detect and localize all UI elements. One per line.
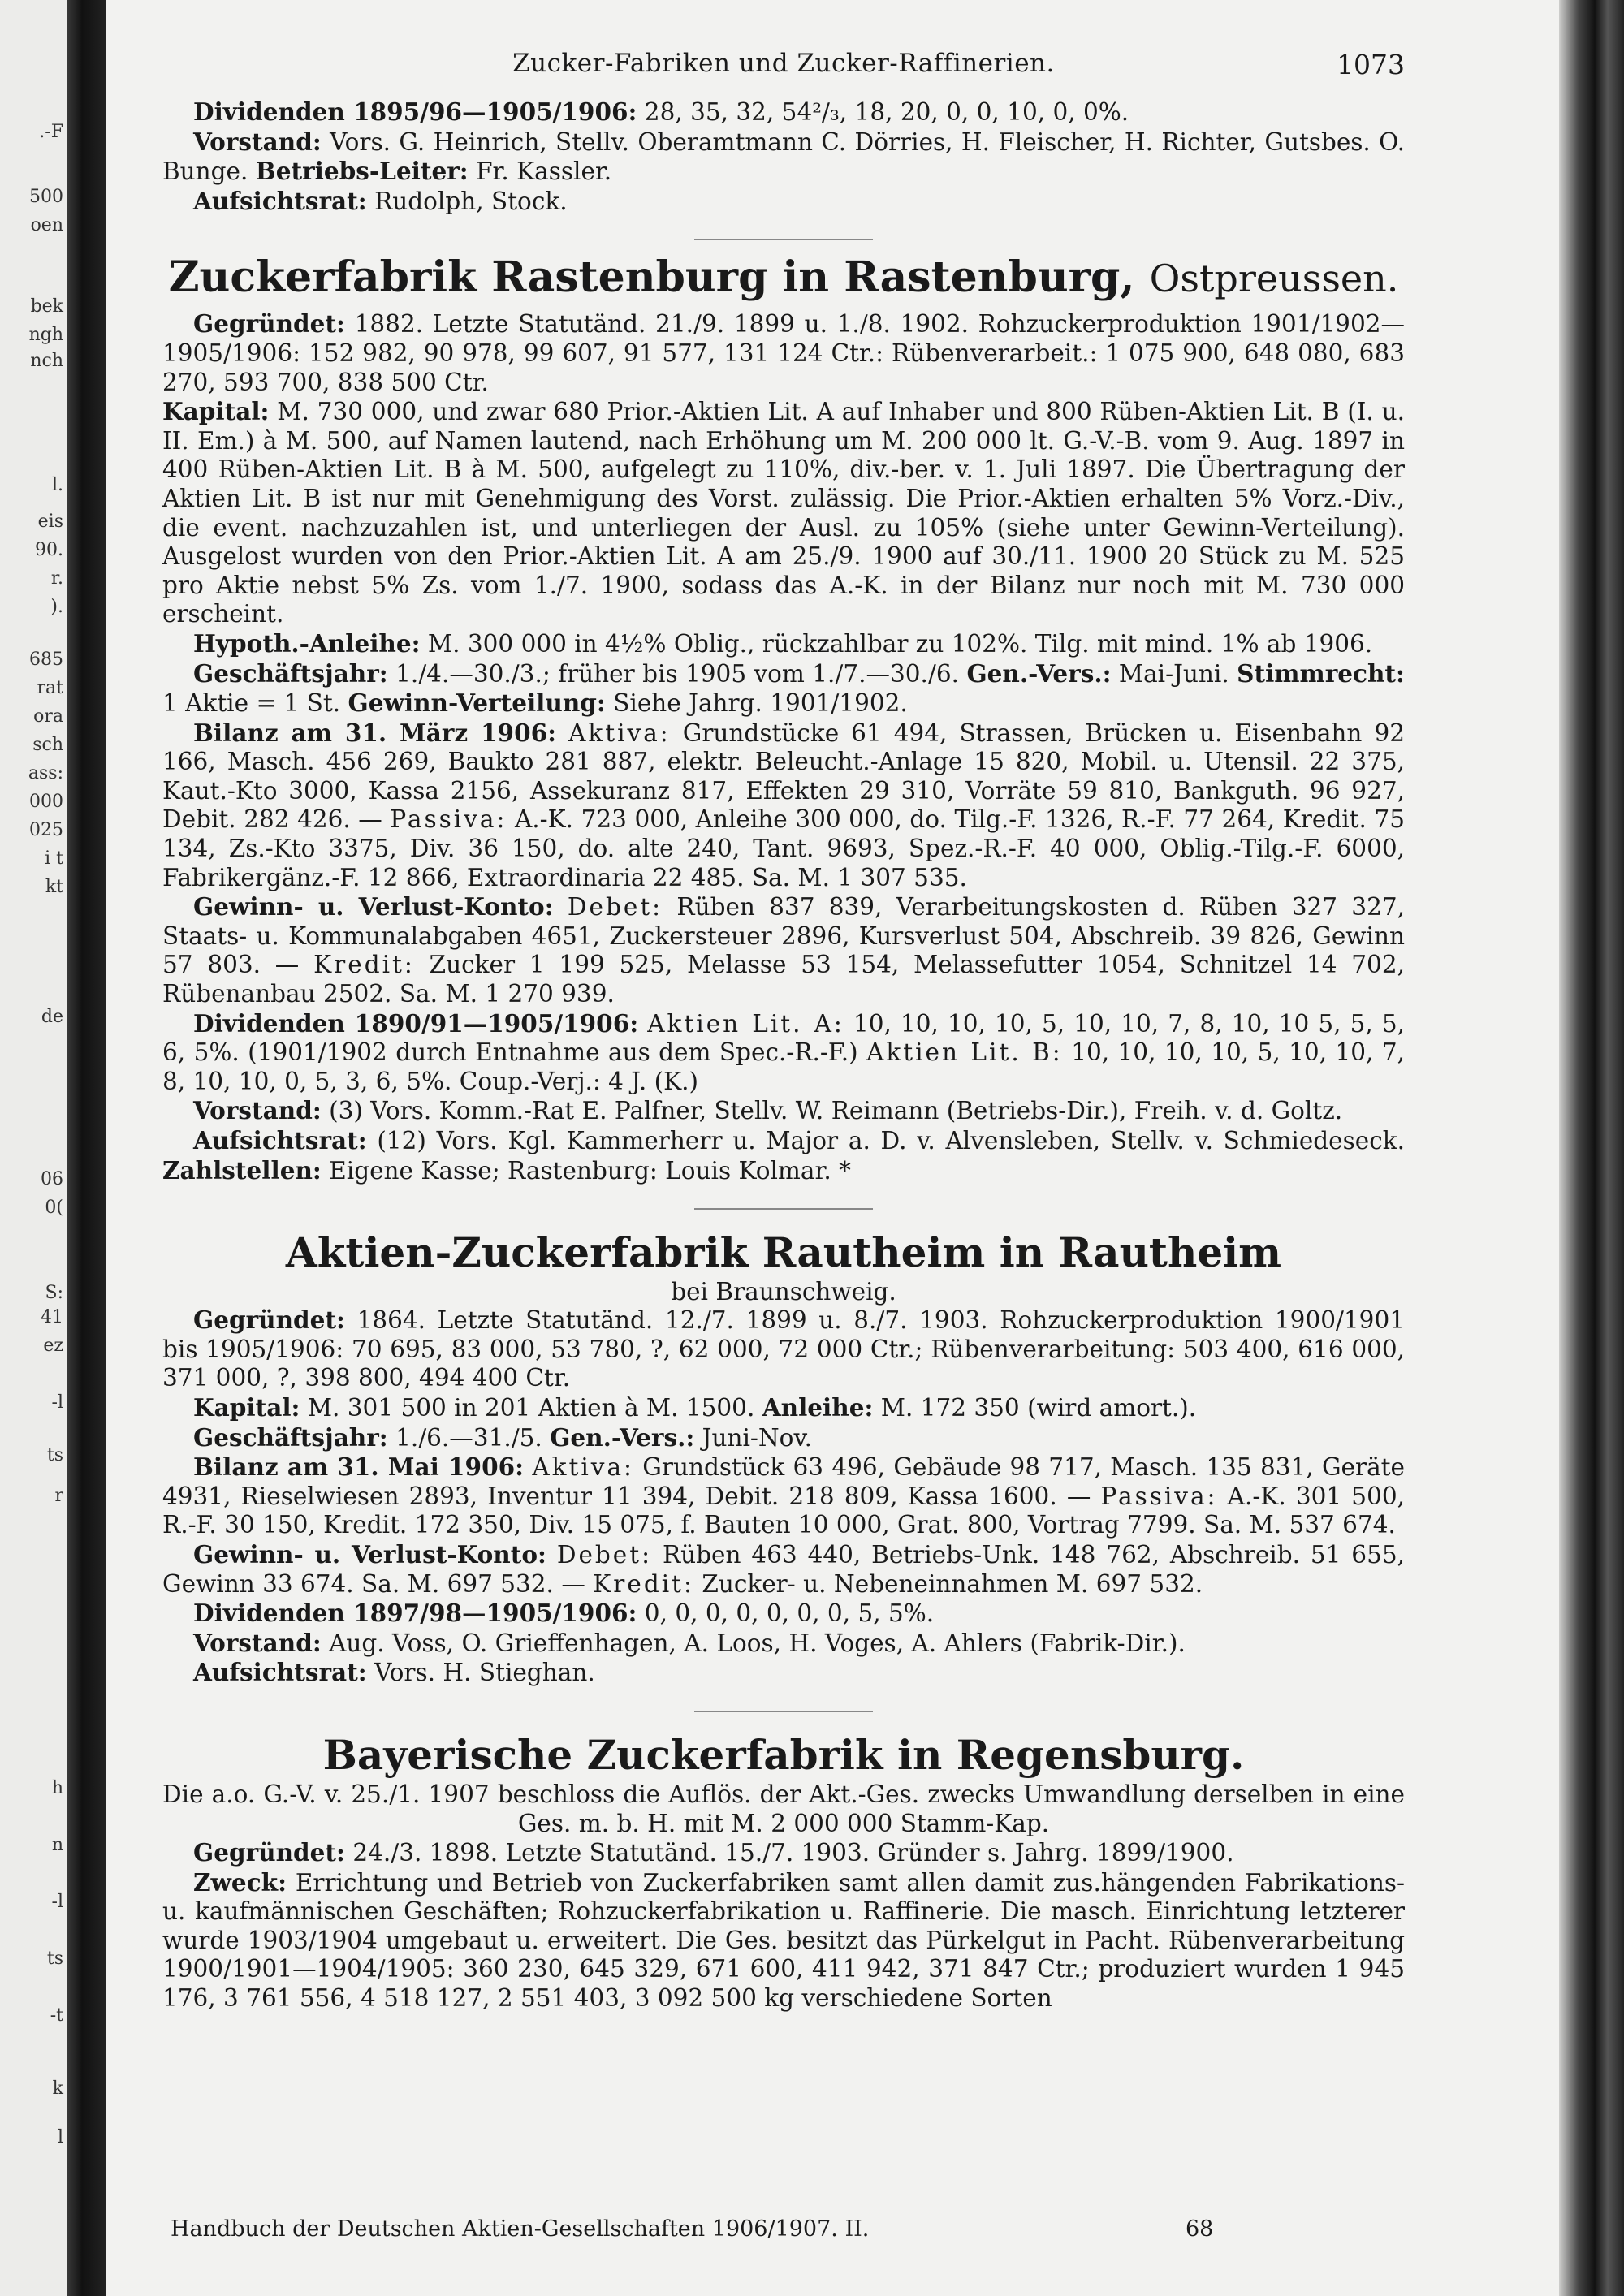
section-divider [694,239,873,240]
adjacent-page-strip [0,0,67,2296]
margin-fragment: 025 [29,820,63,840]
dividends: Dividenden 1897/98—1905/1906: 0, 0, 0, 0, 0, 0, 0, 5, 5%. [193,1599,935,1628]
prev-supervisory: Aufsichtsrat: Rudolph, Stock. [193,186,568,215]
entry-title: Zuckerfabrik Rastenburg in Rastenburg, Ostpreussen. [168,252,1399,303]
capital: Kapital: M. 301 500 in 201 Aktien à M. 1500. Anleihe: M. 172 350 (wird amort.). [193,1392,1197,1422]
margin-fragment: bek [30,296,63,317]
margin-fragment: n [51,1835,63,1855]
entry-note: Die a.o. G.-V. v. 25./1. 1907 beschloss die Auflös. der Akt.-Ges. zwecks Umwandlung derselben in eine Ges. m. b. H. mit M. 2 000 000 Stamm-Kap. [162,1780,1405,1837]
footer-signature: 68 [1186,2216,1214,2242]
margin-fragment: nch [30,351,63,371]
margin-fragment: rat [37,678,63,698]
running-head [162,49,1405,97]
margin-fragment: -l [51,1392,63,1413]
margin-fragment: de [41,1007,63,1027]
margin-fragment: sch [32,735,63,755]
fiscal-year: Geschäftsjahr: 1./6.—31./5. Gen.-Vers.: Juni-Nov. [193,1422,812,1452]
margin-fragment: .-F [39,122,63,142]
footer-source: Handbuch der Deutschen Aktien-Gesellschaften 1906/1907. II. [171,2216,870,2242]
capital: Kapital: M. 730 000, und zwar 680 Prior.-Aktien Lit. A auf Inhaber und 800 Rüben-Aktien Lit. B (I. u. II. Em.) à M. 500, auf Namen lautend, nach Erhöhung um M. 200 000 lt. G.-V.-B. vom 9. Aug. 1897 in 400 Rüben-Aktien Lit. B à M. 500, aufgelegt zu 110%, div.-ber. v. 1. Juli 1897. Die Übertragung der Aktien Lit. B ist nur mit Genehmigung des Vorst. zulässig. Die Prior.-Aktien erhalten 5% Vorz.-Div., die event. nachzuzahlen ist, und unterliegen der Ausl. zu 105% (siehe unter Gewinn-Verteilung). Ausgelost wurden von den Prior.-Aktien Lit. A am 25./9. 1900 auf 30./11. 1900 20 Stück zu M. 525 pro Aktie nebst 5% Zs. vom 1./7. 1900, sodass das A.-K. in der Bilanz nur noch mit M. 730 000 erscheint. [162,397,1405,628]
dividends: Dividenden 1890/91—1905/1906: Aktien Lit. A: 10, 10, 10, 10, 5, 10, 10, 7, 8, 10, 10 5, 5, 5, 6, 5%. (1901/1902 durch Entnahme aus dem Spec.-R.-F.) Aktien Lit. B: 10, 10, 10, 10, 5, 10, 10, 7, 8, 10, 10, 0, 5, 3, 6, 5%. Coup.-Verj.: 4 J. (K.) [162,1008,1405,1095]
margin-fragment: 41 [41,1307,63,1327]
margin-fragment: kt [45,877,63,897]
margin-fragment: ass: [28,763,63,783]
page-footer [162,2216,1405,2249]
margin-fragment: 000 [29,792,63,812]
profit-loss: Gewinn- u. Verlust-Konto: Debet: Rüben 837 839, Verarbeitungskosten d. Rüben 327 327, Staats- u. Kommunalabgaben 4651, Zuckersteuer 2896, Kursverlust 504, Abschreib. 39 826, Gewinn 57 803. — Kredit: Zucker 1 199 525, Melasse 53 154, Melassefutter 1054, Schnitzel 14 702, Rübenanbau 2502. Sa. M. 1 270 939. [162,892,1405,1008]
margin-fragment: ngh [28,325,63,345]
supervisory-board: Aufsichtsrat: (12) Vors. Kgl. Kammerherr u. Major a. D. v. Alvensleben, Stellv. v. Schmiedeseck. Zahlstellen: Eigene Kasse; Rastenburg: Louis Kolmar. * [162,1126,1405,1185]
purpose: Zweck: Errichtung und Betrieb von Zuckerfabriken samt allen damit zus.hängenden Fabrikations- u. kaufmännischen Geschäften; Rohzuckerfabrikation u. Raffinerie. Die masch. Einrichtung letzterer wurde 1903/1904 umgebaut u. erweitert. Die Ges. besitzt das Pürkelgut in Pacht. Rübenverarbeitung 1900/1901—1904/1905: 360 230, 645 329, 671 600, 411 942, 371 847 Ctr.; produziert wurden 1 945 176, 3 761 556, 4 518 127, 2 551 403, 3 092 500 kg verschiedene Sorten [162,1867,1405,2013]
margin-fragment: 500 [29,187,63,207]
margin-fragment: ts [46,1445,63,1465]
margin-fragment: ). [50,597,63,617]
margin-fragment: i t [45,848,63,869]
margin-fragment: l. [51,475,63,495]
margin-fragment: -t [50,2005,63,2026]
entry-title: Bayerische Zuckerfabrik in Regensburg. [322,1730,1245,1779]
entry-rastenburg [162,252,1405,1185]
margin-fragment: S: [45,1283,63,1303]
board: Vorstand: Aug. Voss, O. Grieffenhagen, A. Loos, H. Voges, A. Ahlers (Fabrik-Dir.). [193,1628,1186,1657]
page-number: 1073 [1337,49,1405,80]
board: Vorstand: (3) Vors. Komm.-Rat E. Palfner, Stellv. W. Reimann (Betriebs-Dir.), Freih. v. d. Goltz. [193,1096,1343,1125]
margin-fragment: oen [30,215,63,235]
supervisory-board: Aufsichtsrat: Vors. H. Stieghan. [193,1658,595,1687]
running-head-title: Zucker-Fabriken und Zucker-Raffinerien. [512,49,1055,78]
margin-fragment: l [57,2127,63,2147]
founded: Gegründet: 24./3. 1898. Letzte Statutänd. 15./7. 1903. Gründer s. Jahrg. 1899/1900. [193,1838,1234,1867]
entry-regensburg [162,1730,1405,2013]
margin-fragment: ts [46,1949,63,1969]
balance-sheet: Bilanz am 31. März 1906: Aktiva: Grundstücke 61 494, Strassen, Brücken u. Eisenbahn 92 166, Masch. 456 269, Baukto 281 887, elektr. Beleucht.-Anlage 15 820, Mobil. u. Utensil. 22 375, Kaut.-Kto 3000, Kassa 2156, Assekuranz 817, Effekten 29 310, Vorräte 59 810, Bankguth. 96 927, Debit. 282 426. — Passiva: A.-K. 723 000, Anleihe 300 000, do. Tilg.-F. 1326, R.-F. 77 264, Kredit. 75 134, Zs.-Kto 3375, Div. 36 150, do. alte 240, Tant. 9693, Spez.-R.-F. 40 000, Oblig.-Tilg.-F. 6000, Fabrikergänz.-F. 12 866, Extraordinaria 22 485. Sa. M. 1 307 535. [162,718,1405,891]
margin-fragment: ora [33,706,63,727]
prev-board: Vorstand: Vors. G. Heinrich, Stellv. Oberamtmann C. Dörries, H. Fleischer, H. Richter, Gutsbes. O. Bunge. Betriebs-Leiter: Fr. Kassler. [162,127,1405,186]
margin-fragment: r [54,1486,63,1506]
balance-sheet: Bilanz am 31. Mai 1906: Aktiva: Grundstück 63 496, Gebäude 98 717, Masch. 135 831, Geräte 4931, Rieselwiesen 2893, Inventur 11 394, Debit. 218 809, Kassa 1600. — Passiva: A.-K. 301 500, R.-F. 30 150, Kredit. 172 350, Div. 15 075, f. Bauten 10 000, Grat. 800, Vortrag 7799. Sa. M. 537 674. [162,1452,1405,1539]
page [162,49,1405,2249]
margin-fragment: h [51,1778,63,1798]
founded: Gegründet: 1882. Letzte Statutänd. 21./9. 1899 u. 1./8. 1902. Rohzuckerproduktion 1901/1902—1905/1906: 152 982, 90 978, 99 607, 91 577, 131 124 Ctr.: Rübenverarbeit.: 1 075 900, 648 080, 683 270, 593 700, 838 500 Ctr. [162,309,1405,396]
mortgage-loan: Hypoth.-Anleihe: M. 300 000 in 4½% Oblig., rückzahlbar zu 102%. Tilg. mit mind. 1% ab 1906. [193,628,1373,658]
previous-entry [162,97,1405,216]
page-edge [1559,0,1624,2296]
section-divider [694,1208,873,1210]
margin-fragment: 90. [35,540,63,560]
margin-fragment: 0( [45,1198,63,1218]
prev-dividends: Dividenden 1895/96—1905/1906: 28, 35, 32, 54²/₃, 18, 20, 0, 0, 10, 0, 0%. [193,97,1129,126]
margin-fragment: k [52,2078,63,2099]
book-gutter [67,0,106,2296]
entry-subtitle: bei Braunschweig. [671,1278,896,1306]
founded: Gegründet: 1864. Letzte Statutänd. 12./7. 1899 u. 8./7. 1903. Rohzuckerproduktion 1900/1901 bis 1905/1906: 70 695, 83 000, 53 780, ?, 62 000, 72 000 Ctr.; Rübenverarbeitung: 503 400, 616 000, 371 000, ?, 398 800, 494 400 Ctr. [162,1306,1405,1392]
margin-fragment: r. [50,568,63,589]
margin-fragment: eis [37,511,63,532]
fiscal-year: Geschäftsjahr: 1./4.—30./3.; früher bis 1905 vom 1./7.—30./6. Gen.-Vers.: Mai-Juni. Stimmrecht: 1 Aktie = 1 St. Gewinn-Verteilung: Siehe Jahrg. 1901/1902. [162,658,1405,718]
margin-fragment: ez [43,1336,63,1356]
entry-rautheim [162,1228,1405,1688]
margin-fragment: 685 [29,650,63,670]
margin-fragment: -l [51,1892,63,1912]
profit-loss: Gewinn- u. Verlust-Konto: Debet: Rüben 463 440, Betriebs-Unk. 148 762, Abschreib. 51 655, Gewinn 33 674. Sa. M. 697 532. — Kredit: Zucker- u. Nebeneinnahmen M. 697 532. [162,1539,1405,1598]
margin-fragment: 06 [41,1169,63,1189]
section-divider [694,1711,873,1712]
entry-title: Aktien-Zuckerfabrik Rautheim in Rautheim [285,1228,1282,1277]
